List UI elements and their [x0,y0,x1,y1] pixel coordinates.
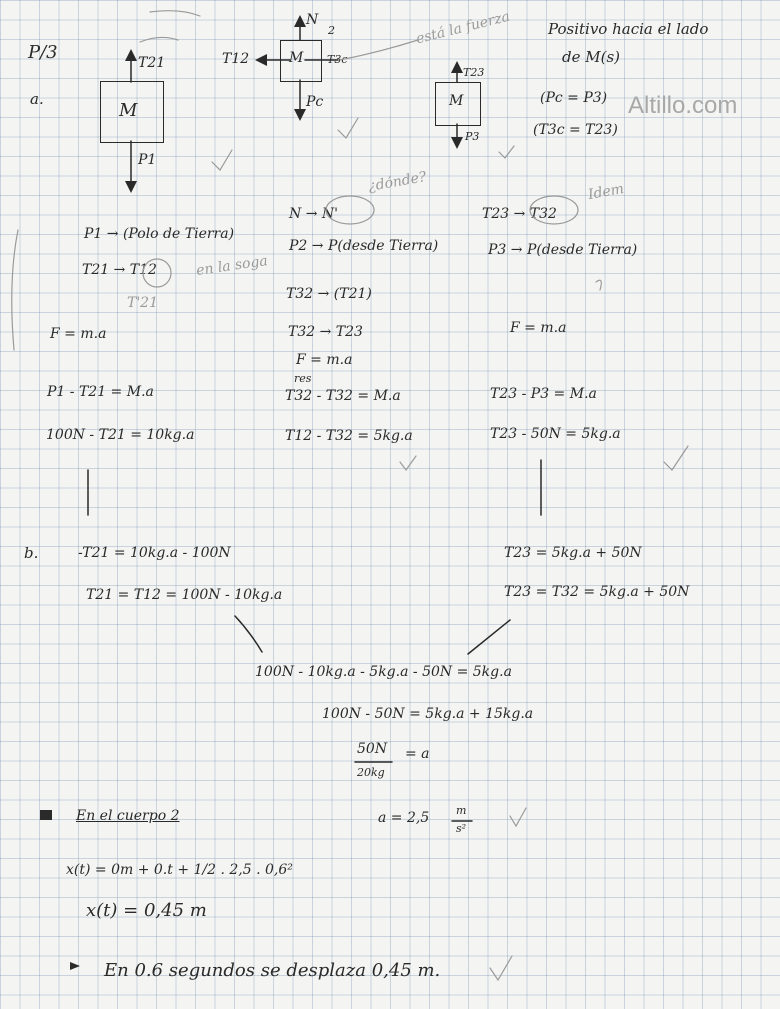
body3-newton: F = m.a [510,320,567,336]
check-eq-body2 [400,456,416,470]
body2-mass: M [289,50,304,66]
faint-ellipse-n [326,196,374,224]
fraction-equals-a: = a [405,746,430,762]
brace-line-left [235,616,262,652]
body2-pair3: T32 → (T21) [286,286,372,302]
check-body3 [499,146,514,158]
body1-faint-note: en la soga [195,253,269,279]
body2-weight-label: Pc [306,94,324,110]
part-b-combined1: 100N - 10kg.a - 5kg.a - 50N = 5kg.a [255,664,512,680]
acceleration-result: a = 2,5 [378,810,430,826]
acceleration-unit-den: s² [456,822,467,835]
positive-note-line1: Positivo hacia el lado [548,20,709,38]
body1-pair1: P1 → (Polo de Tierra) [84,226,235,242]
part-b-right1: T23 = 5kg.a + 50N [504,545,642,561]
body2-eq2: T12 - T32 = 5kg.a [285,428,413,444]
faint-question-mark [596,280,601,290]
body3-eq1: T23 - P3 = M.a [490,386,597,402]
body1-faint-t: T'21 [127,295,159,311]
faint-left-bracket [12,230,18,350]
body1-tension-label: T21 [138,55,166,71]
body1-newton: F = m.a [50,326,107,342]
check-body2 [338,118,358,138]
check-acceleration [510,808,526,826]
part-b-right2: T23 = T32 = 5kg.a + 50N [504,584,690,600]
body3-mass: M [449,93,464,109]
check-eq-body3 [664,446,688,470]
faint-link-curve [340,40,418,60]
body2-pair2: P2 → P(desde Tierra) [289,238,439,254]
body2-normal-label: N [306,12,319,28]
brace-line-right [468,620,510,654]
body3-pair1: T23 → T32 [482,206,557,222]
check-conclusion [490,956,512,980]
positive-note-line2: de M(s) [562,48,621,66]
body3-tension-label: T23 [463,66,485,79]
fraction-denominator: 20kg [357,766,385,779]
part-c-eq1: x(t) = 0m + 0.t + 1/2 . 2,5 . 0,6² [66,862,293,878]
faint-note-top: está la fuerza [414,8,512,48]
body2-right-tension: T3c [327,53,348,66]
bullet-part-c [40,810,52,820]
body2-faint-question: ¿dónde? [367,169,428,195]
faint-circle-t12 [143,259,171,287]
part-b-label: b. [24,544,39,562]
watermark: Altillo.com [628,92,738,119]
body1-pair2: T21 → T12 [82,262,157,278]
part-a-label: a. [30,90,44,108]
part-b-combined2: 100N - 50N = 5kg.a + 15kg.a [322,706,534,722]
bullet-conclusion [70,962,80,970]
faint-top-curve [140,37,178,42]
check-body1 [212,150,232,170]
part-b-left2: T21 = T12 = 100N - 10kg.a [86,587,283,603]
part-c-conclusion: En 0.6 segundos se desplaza 0,45 m. [104,960,441,981]
body1-eq1: P1 - T21 = M.a [47,384,154,400]
body3-pair2: P3 → P(desde Tierra) [488,242,638,258]
body2-eq1: T32 - T32 = M.a [285,388,401,404]
body3-eq2: T23 - 50N = 5kg.a [490,426,621,442]
equality-t: (T3c = T23) [533,122,618,138]
faint-top-mark [150,11,200,16]
body3-weight-label: P3 [465,130,480,143]
part-b-left1: -T21 = 10kg.a - 100N [78,545,231,561]
body3-faint-note: Idem [586,180,626,204]
fraction-numerator: 50N [357,741,388,757]
body1-eq2: 100N - T21 = 10kg.a [46,427,195,443]
body1-mass: M [119,100,138,121]
body2-res: res [294,372,312,385]
body1-weight-label: P1 [138,152,157,168]
part-c-heading: En el cuerpo 2 [76,808,180,824]
body2-newton: F = m.a [296,352,353,368]
equality-p: (Pc = P3) [540,90,608,106]
body2-number: 2 [328,24,335,37]
body2-pair1: N → N' [289,206,338,222]
acceleration-unit-num: m [456,804,467,817]
body2-pair4: T32 → T23 [288,324,363,340]
body2-left-tension: T12 [222,51,250,67]
faint-ellipse-t32 [530,196,578,224]
part-c-eq2: x(t) = 0,45 m [86,900,207,921]
problem-number: P/3 [28,42,58,63]
